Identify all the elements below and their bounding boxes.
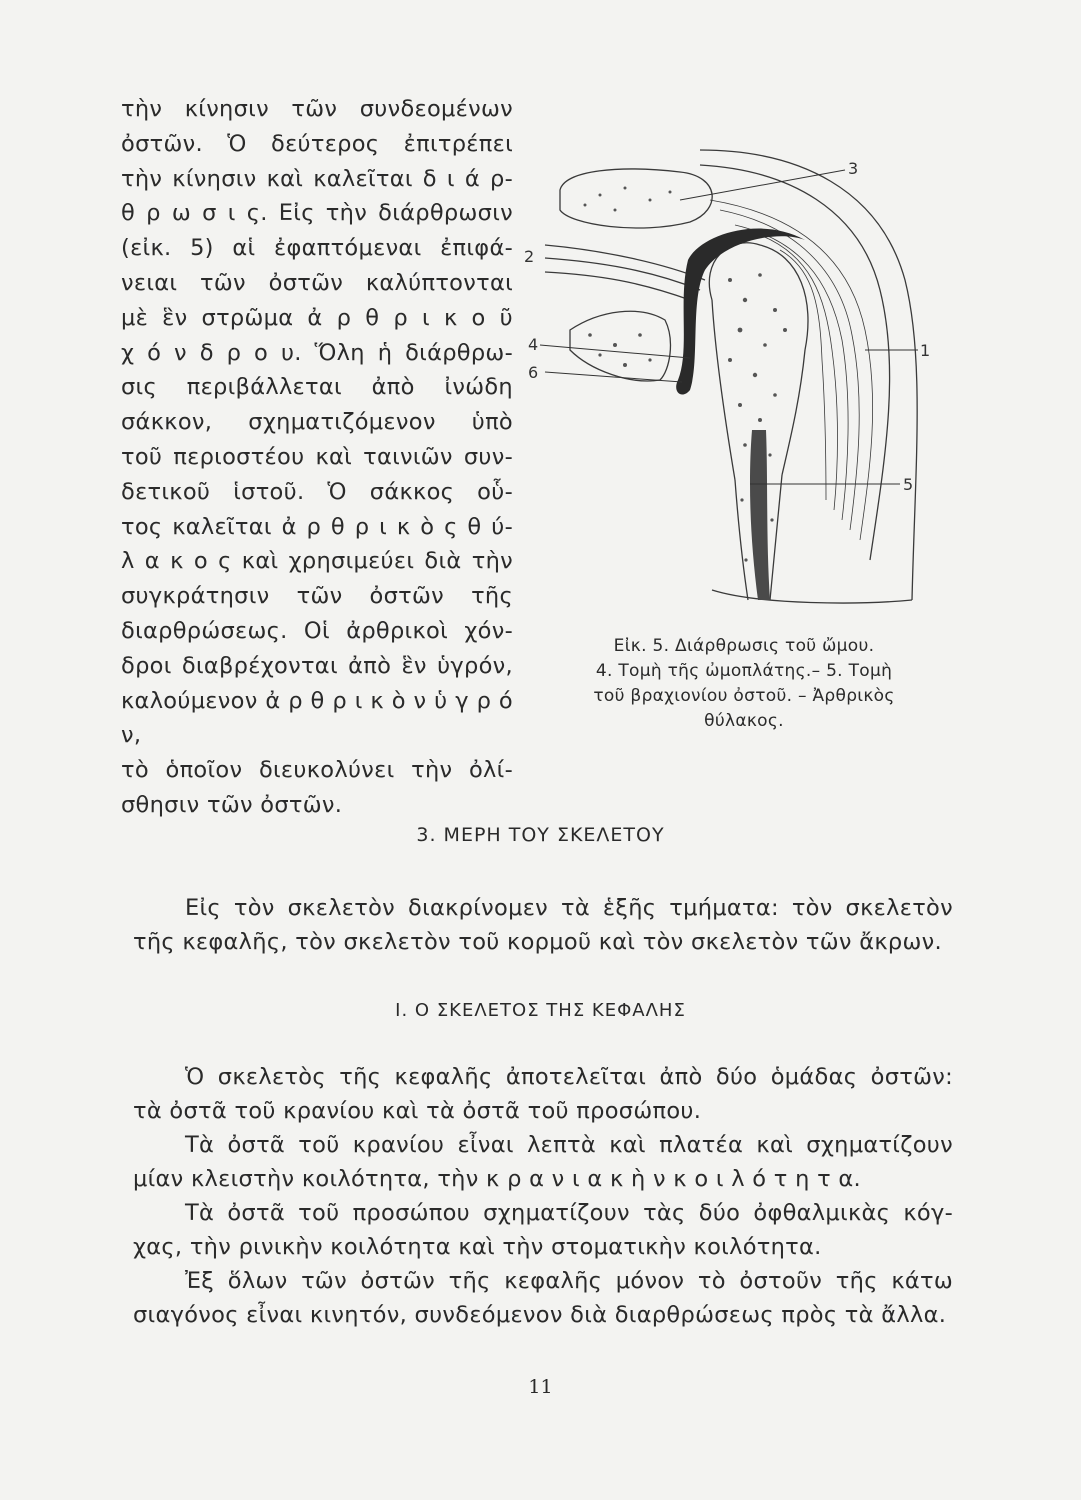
figure-label-1: 1 — [920, 341, 931, 360]
leader-lines — [540, 170, 918, 484]
text-line: τὸ ὁποῖον διευκολύνει τὴν ὀλί- — [121, 757, 513, 784]
text-line: χας, τὴν ρινικὴν κοιλότητα καὶ τὴν στοματικὴν κοιλότητα. — [133, 1234, 822, 1260]
figure-label-3: 3 — [848, 159, 859, 178]
text-line: (εἰκ. 5) αἱ ἐφαπτόμεναι ἐπιφά- — [121, 235, 513, 262]
text-line: Εἰς τὸν σκελετὸν διακρίνομεν τὰ ἑξῆς τμήματα: τὸν σκελετὸν — [185, 895, 953, 921]
section-intro — [133, 891, 953, 959]
caption-line: θύλακος. — [704, 711, 784, 731]
text-line: Τὰ ὀστᾶ τοῦ προσώπου σχηματίζουν τὰς δύο ὀφθαλμικὰς κόγ- — [185, 1200, 953, 1226]
text-line: μίαν κλειστὴν κοιλότητα, τὴν κ ρ α ν ι α κ ὴ ν κ ο ι λ ό τ η τ α. — [133, 1166, 861, 1192]
figure-label-5: 5 — [903, 475, 914, 494]
text-line: σις περιβάλλεται ἀπὸ ἰνώδη — [121, 374, 513, 401]
text-line: τὰ ὀστᾶ τοῦ κρανίου καὶ τὰ ὀστᾶ τοῦ προσώπου. — [133, 1098, 702, 1124]
text-line: Τὰ ὀστᾶ τοῦ κρανίου εἶναι λεπτὰ καὶ πλατέα καὶ σχηματίζουν — [185, 1132, 953, 1158]
section-heading: 3. ΜΕΡΗ ΤΟΥ ΣΚΕΛΕΤΟΥ — [416, 824, 665, 846]
left-column-text — [121, 92, 513, 823]
text-line: χ ό ν δ ρ ο υ. Ὅλη ἡ διάρθρω- — [121, 339, 513, 366]
page-number: 11 — [528, 1376, 553, 1398]
text-line: τος καλεῖται ἀ ρ θ ρ ι κ ὸ ς θ ύ- — [121, 513, 513, 540]
figure-label-2: 2 — [524, 247, 535, 266]
text-line: τῆς κεφαλῆς, τὸν σκελετὸν τοῦ κορμοῦ καὶ τὸν σκελετὸν τῶν ἄκρων. — [133, 929, 942, 955]
subsection-text — [133, 1060, 953, 1332]
text-line: ὀστῶν. Ὁ δεύτερος ἐπιτρέπει — [121, 130, 513, 157]
caption-line: τοῦ βραχιονίου ὀστοῦ. – Ἀρθρικὸς — [593, 686, 895, 706]
text-line: διαρθρώσεως. Οἱ ἀρθρικοὶ χόν- — [121, 617, 513, 644]
text-line: σιαγόνος εἶναι κινητόν, συνδεόμενον διὰ διαρθρώσεως πρὸς τὰ ἄλλα. — [133, 1302, 947, 1328]
text-line: καλούμενον ἀ ρ θ ρ ι κ ὸ ν ὑ γ ρ ό ν, — [121, 687, 513, 749]
text-line: μὲ ἓν στρῶμα ἀ ρ θ ρ ι κ ο ῦ — [121, 304, 513, 331]
text-line: τὴν κίνησιν τῶν συνδεομένων — [121, 96, 513, 122]
text-line: δετικοῦ ἱστοῦ. Ὁ σάκκος οὗ- — [121, 478, 513, 505]
scapula — [570, 311, 670, 381]
outer-contour — [700, 150, 917, 600]
medullary-cavity — [750, 430, 770, 600]
caption-line: 4. Τομὴ τῆς ὠμοπλάτης.– 5. Τομὴ — [595, 661, 893, 681]
figure-label-4: 4 — [528, 335, 539, 354]
text-line: νειαι τῶν ὀστῶν καλύπτονται — [121, 269, 513, 296]
text-line: Ὁ σκελετὸς τῆς κεφαλῆς ἀποτελεῖται ἀπὸ δύο ὁμάδας ὀστῶν: — [185, 1064, 953, 1090]
text-line: σάκκον, σχηματιζόμενον ὑπὸ — [121, 409, 513, 436]
text-line: σθησιν τῶν ὀστῶν. — [121, 791, 343, 818]
text-line: τὴν κίνησιν καὶ καλεῖται δ ι ά ρ- — [121, 165, 513, 192]
text-line: συγκράτησιν τῶν ὀστῶν τῆς — [121, 583, 513, 610]
text-line: Ἐξ ὅλων τῶν ὀστῶν τῆς κεφαλῆς μόνον τὸ ὀστοῦν τῆς κάτω — [185, 1268, 953, 1294]
caption-line: Εἰκ. 5. Διάρθρωσις τοῦ ὤμου. — [613, 636, 875, 656]
text-line: λ α κ ο ς καὶ χρησιμεύει διὰ τὴν — [121, 548, 513, 575]
figure-label-6: 6 — [528, 363, 539, 382]
text-line: θ ρ ω σ ι ς. Εἰς τὴν διάρθρωσιν — [121, 200, 513, 227]
subsection-heading: I. Ο ΣΚΕΛΕΤΟΣ ΤΗΣ ΚΕΦΑΛΗΣ — [395, 1000, 686, 1021]
shoulder-joint-figure — [520, 140, 940, 630]
text-line: δροι διαβρέχονται ἀπὸ ἓν ὑγρόν, — [121, 652, 513, 679]
text-line: τοῦ περιοστέου καὶ ταινιῶν συν- — [121, 443, 513, 470]
figure-caption — [548, 634, 940, 734]
muscle-contour — [700, 165, 890, 560]
